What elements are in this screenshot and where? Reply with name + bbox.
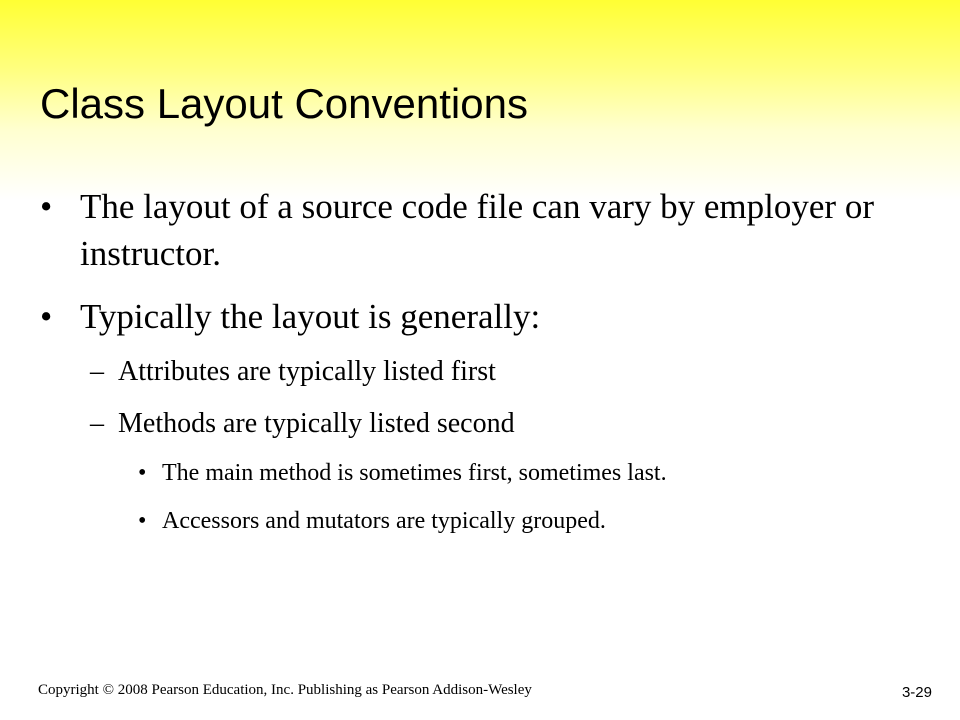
bullet-item [40, 183, 900, 277]
sub-sub-bullet-item [138, 505, 918, 537]
slide-title: Class Layout Conventions [40, 80, 528, 127]
sub-bullet-item [90, 406, 910, 442]
sub-bullet-item [90, 354, 910, 390]
copyright-notice: Copyright © 2008 Pearson Education, Inc. Publishing as Pearson Addison-Wesley [38, 682, 532, 698]
bullet-marker: • [138, 460, 147, 486]
dash-marker: – [90, 356, 104, 387]
dash-marker: – [90, 408, 104, 439]
sub-sub-bullet-text: Accessors and mutators are typically grouped. [162, 508, 606, 534]
sub-sub-bullet-text: The main method is sometimes first, sometimes last. [162, 460, 667, 486]
sub-sub-bullet-item [138, 457, 918, 489]
bullet-marker: • [40, 297, 53, 336]
sub-bullet-text: Attributes are typically listed first [118, 356, 496, 387]
bullet-marker: • [138, 508, 147, 534]
page-number: 3-29 [901, 684, 932, 701]
bullet-marker: • [40, 187, 53, 226]
sub-bullet-text: Methods are typically listed second [118, 408, 515, 439]
bullet-text: The layout of a source code file can vary by employer or instructor. [80, 187, 874, 273]
bullet-item [40, 293, 900, 340]
bullet-text: Typically the layout is generally: [80, 297, 541, 336]
